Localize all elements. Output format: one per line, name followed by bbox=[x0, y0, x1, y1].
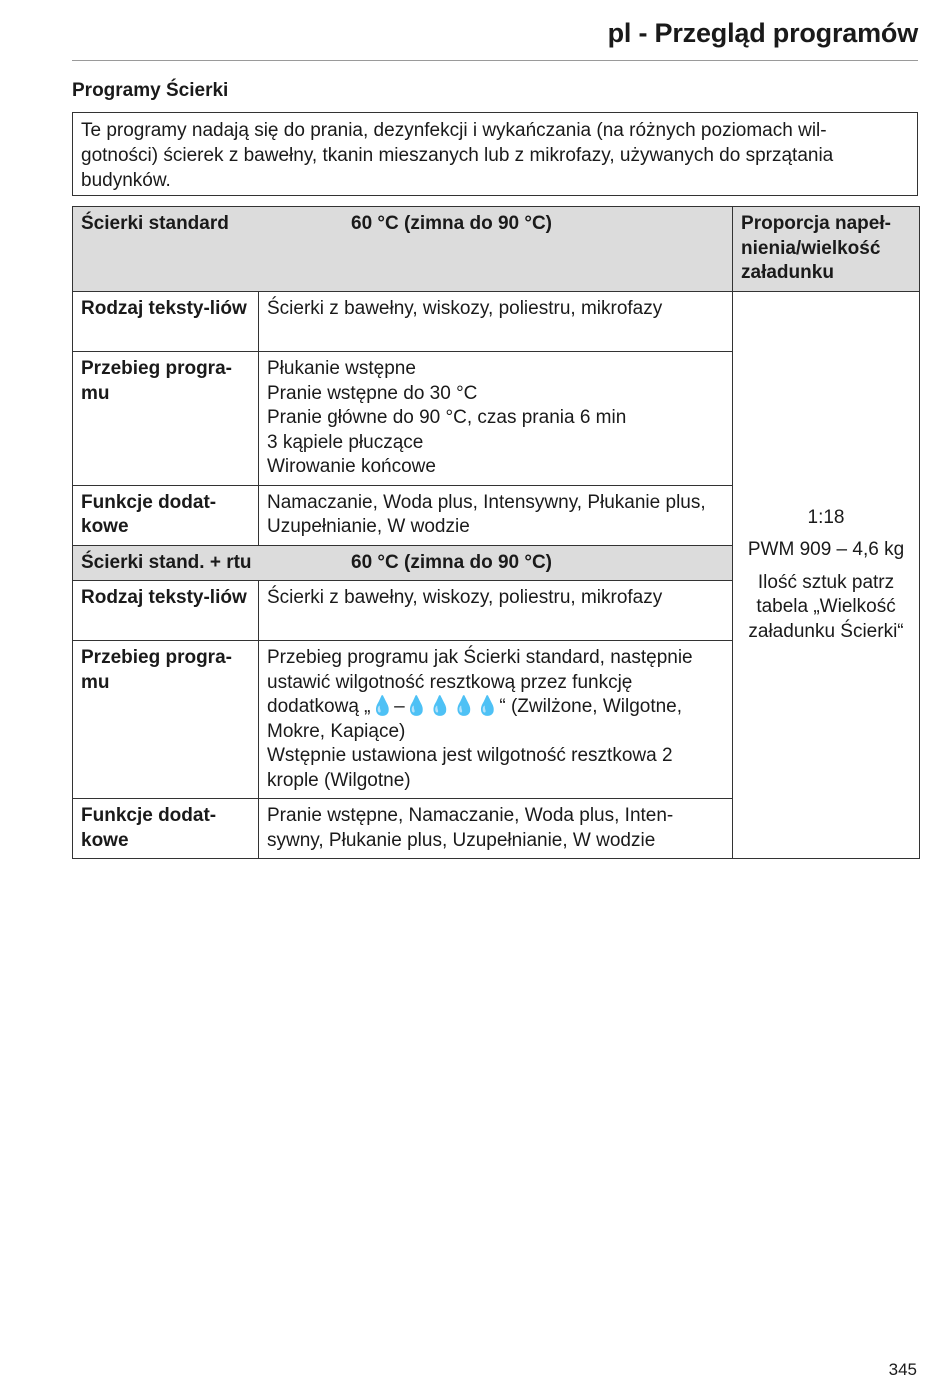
program2-extras-label: Funkcje dodat-kowe bbox=[73, 799, 259, 859]
program2-extras-value: Pranie wstępne, Namaczanie, Woda plus, Inten-sywny, Płukanie plus, Uzupełnianie, W wodzie bbox=[259, 799, 733, 859]
load-ratio: 1:18 bbox=[807, 506, 845, 528]
program1-header-row bbox=[73, 207, 920, 292]
header-divider bbox=[72, 60, 918, 61]
program1-extras-value: Namaczanie, Woda plus, Intensywny, Płukanie plus, Uzupełnianie, W wodzie bbox=[259, 485, 733, 545]
program2-header bbox=[73, 545, 733, 581]
section-heading: Programy Ścierki bbox=[72, 80, 229, 101]
program2-sequence-value bbox=[259, 641, 733, 799]
intro-box bbox=[72, 112, 918, 196]
program1-textiles-label: Rodzaj teksty-liów bbox=[73, 292, 259, 352]
program2-textiles-label: Rodzaj teksty-liów bbox=[73, 581, 259, 641]
load-header: Proporcja napeł-nienia/wielkość załadunku bbox=[733, 207, 920, 292]
program1-textiles-value: Ścierki z bawełny, wiskozy, poliestru, mikrofazy bbox=[259, 292, 733, 352]
program1-temperature: 60 °C (zimna do 90 °C) bbox=[351, 213, 553, 234]
sequence-step: Pranie główne do 90 °C, czas prania 6 min bbox=[267, 407, 627, 428]
page-header-title: pl - Przegląd programów bbox=[607, 18, 918, 48]
program2-temperature: 60 °C (zimna do 90 °C) bbox=[351, 551, 553, 573]
program-table bbox=[72, 206, 920, 859]
intro-line: gotności) ścierek z bawełny, tkanin mieszanych lub z mikrofazy, używanych do sprzątania bbox=[81, 145, 834, 166]
program1-header bbox=[73, 207, 733, 292]
sequence-step: 3 kąpiele płuczące bbox=[267, 431, 424, 453]
program1-sequence-label: Przebieg progra-mu bbox=[73, 352, 259, 486]
intro-line: budynków. bbox=[81, 170, 171, 191]
load-info-cell bbox=[733, 292, 920, 859]
sequence-step: Wirowanie końcowe bbox=[267, 456, 436, 477]
sequence-step: Wstępnie ustawiona jest wilgotność resztkowa 2 krople (Wilgotne) bbox=[267, 745, 673, 791]
load-machine: PWM 909 – 4,6 kg bbox=[747, 539, 905, 561]
load-note: Ilość sztuk patrz tabela „Wielkość załadunku Ścierki“ bbox=[748, 571, 904, 642]
program2-textiles-value: Ścierki z bawełny, wiskozy, poliestru, mikrofazy bbox=[259, 581, 733, 641]
program1-name: Ścierki standard bbox=[81, 213, 229, 234]
sequence-step: Przebieg programu jak Ścierki standard, następnie ustawić wilgotność resztkową przez funkcję dodatkową „💧–💧💧💧💧“ (Zwilżone, Wilgotne, Mokre, Kapiące) bbox=[267, 647, 693, 742]
program1-sequence-value bbox=[259, 352, 733, 486]
program1-textiles-row bbox=[73, 292, 920, 352]
intro-line: Te programy nadają się do prania, dezynfekcji i wykańczania (na różnych poziomach wil- bbox=[81, 120, 827, 141]
sequence-step: Pranie wstępne do 30 °C bbox=[267, 382, 478, 404]
sequence-step: Płukanie wstępne bbox=[267, 358, 416, 379]
program2-name: Ścierki stand. + rtu bbox=[81, 551, 252, 573]
program1-extras-label: Funkcje dodat-kowe bbox=[73, 485, 259, 545]
program2-sequence-label: Przebieg progra-mu bbox=[73, 641, 259, 799]
page-number: 345 bbox=[888, 1360, 917, 1379]
